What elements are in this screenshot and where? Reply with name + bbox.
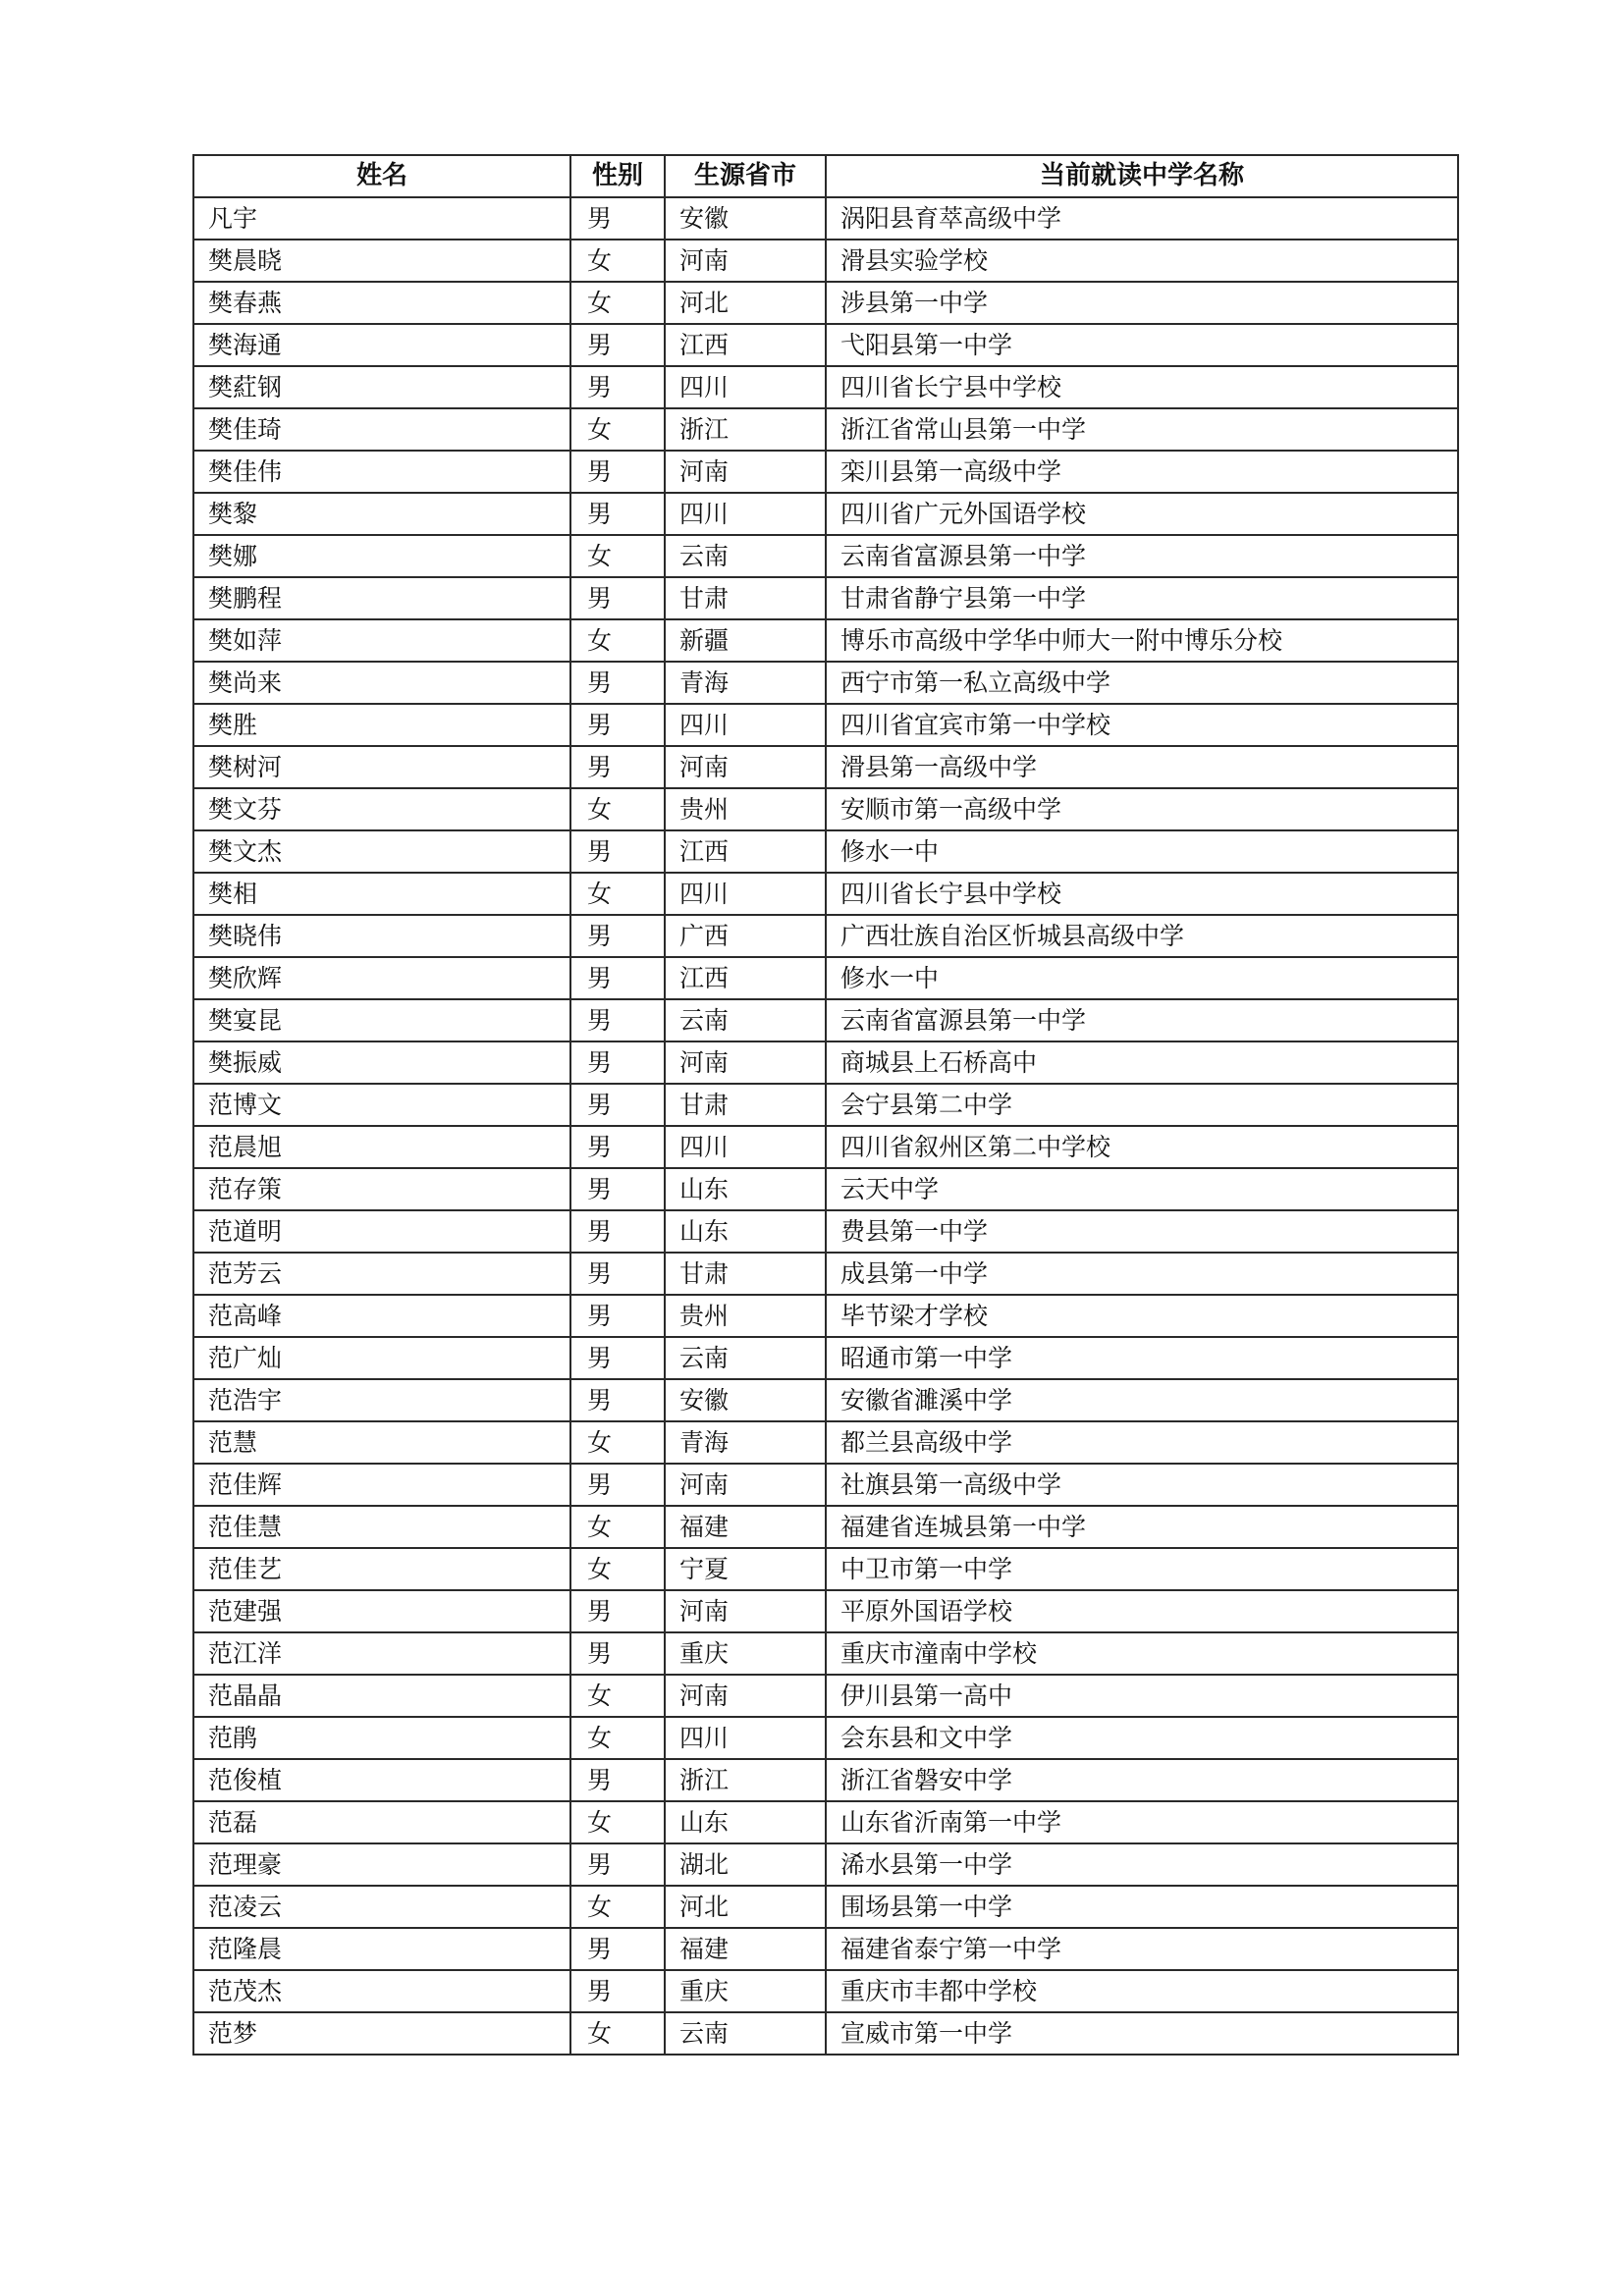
- cell-province: 河南: [665, 451, 826, 493]
- cell-school: 伊川县第一高中: [826, 1675, 1458, 1717]
- cell-province: 山东: [665, 1801, 826, 1843]
- table-row: [193, 1126, 1458, 1168]
- cell-province: 四川: [665, 493, 826, 535]
- cell-school: 昭通市第一中学: [826, 1337, 1458, 1379]
- cell-school: 涉县第一中学: [826, 282, 1458, 324]
- cell-school: 四川省长宁县中学校: [826, 366, 1458, 408]
- header-province: 生源省市: [665, 155, 826, 197]
- cell-name: 范江洋: [193, 1632, 570, 1675]
- cell-gender: 男: [570, 1295, 665, 1337]
- cell-province: 河北: [665, 282, 826, 324]
- cell-name: 范建强: [193, 1590, 570, 1632]
- cell-province: 贵州: [665, 788, 826, 830]
- cell-school: 甘肃省静宁县第一中学: [826, 577, 1458, 619]
- cell-gender: 男: [570, 1843, 665, 1886]
- cell-gender: 女: [570, 619, 665, 662]
- cell-gender: 男: [570, 197, 665, 240]
- table-row: [193, 1928, 1458, 1970]
- cell-gender: 男: [570, 1928, 665, 1970]
- cell-name: 樊佳琦: [193, 408, 570, 451]
- cell-province: 河南: [665, 1590, 826, 1632]
- cell-gender: 男: [570, 830, 665, 873]
- header-gender: 性别: [570, 155, 665, 197]
- table-row: [193, 957, 1458, 999]
- cell-name: 樊胜: [193, 704, 570, 746]
- cell-gender: 男: [570, 1168, 665, 1210]
- cell-gender: 男: [570, 1084, 665, 1126]
- cell-name: 樊晓伟: [193, 915, 570, 957]
- table-row: [193, 1253, 1458, 1295]
- cell-province: 云南: [665, 1337, 826, 1379]
- table-row: [193, 1464, 1458, 1506]
- cell-gender: 女: [570, 788, 665, 830]
- cell-school: 重庆市潼南中学校: [826, 1632, 1458, 1675]
- cell-gender: 男: [570, 1210, 665, 1253]
- cell-name: 范鹃: [193, 1717, 570, 1759]
- cell-province: 安徽: [665, 1379, 826, 1421]
- cell-school: 涡阳县育萃高级中学: [826, 197, 1458, 240]
- cell-name: 樊黎: [193, 493, 570, 535]
- cell-school: 安徽省濉溪中学: [826, 1379, 1458, 1421]
- cell-name: 范芳云: [193, 1253, 570, 1295]
- table-row: [193, 704, 1458, 746]
- table-row: [193, 662, 1458, 704]
- cell-province: 江西: [665, 324, 826, 366]
- cell-gender: 男: [570, 1253, 665, 1295]
- cell-province: 福建: [665, 1928, 826, 1970]
- table-row: [193, 830, 1458, 873]
- cell-name: 樊晨晓: [193, 240, 570, 282]
- table-header: [193, 155, 1458, 197]
- cell-gender: 男: [570, 704, 665, 746]
- table-row: [193, 2012, 1458, 2055]
- table-row: [193, 1717, 1458, 1759]
- cell-gender: 男: [570, 451, 665, 493]
- cell-gender: 女: [570, 873, 665, 915]
- cell-province: 宁夏: [665, 1548, 826, 1590]
- cell-province: 安徽: [665, 197, 826, 240]
- cell-province: 广西: [665, 915, 826, 957]
- cell-name: 范隆晨: [193, 1928, 570, 1970]
- cell-gender: 女: [570, 1506, 665, 1548]
- cell-gender: 男: [570, 662, 665, 704]
- cell-school: 中卫市第一中学: [826, 1548, 1458, 1590]
- cell-school: 社旗县第一高级中学: [826, 1464, 1458, 1506]
- cell-province: 福建: [665, 1506, 826, 1548]
- cell-name: 范晨旭: [193, 1126, 570, 1168]
- cell-name: 樊尚来: [193, 662, 570, 704]
- cell-province: 云南: [665, 535, 826, 577]
- cell-school: 商城县上石桥高中: [826, 1041, 1458, 1084]
- cell-name: 范梦: [193, 2012, 570, 2055]
- cell-province: 浙江: [665, 1759, 826, 1801]
- cell-province: 青海: [665, 1421, 826, 1464]
- cell-province: 河南: [665, 1041, 826, 1084]
- cell-province: 河南: [665, 746, 826, 788]
- cell-name: 樊佳伟: [193, 451, 570, 493]
- cell-name: 范佳艺: [193, 1548, 570, 1590]
- cell-gender: 男: [570, 1970, 665, 2012]
- cell-gender: 男: [570, 1379, 665, 1421]
- cell-name: 樊葒钢: [193, 366, 570, 408]
- cell-province: 山东: [665, 1210, 826, 1253]
- cell-school: 会宁县第二中学: [826, 1084, 1458, 1126]
- table-row: [193, 999, 1458, 1041]
- cell-gender: 女: [570, 1886, 665, 1928]
- cell-school: 山东省沂南第一中学: [826, 1801, 1458, 1843]
- cell-province: 甘肃: [665, 1253, 826, 1295]
- table-row: [193, 1886, 1458, 1928]
- cell-gender: 男: [570, 324, 665, 366]
- cell-gender: 男: [570, 746, 665, 788]
- cell-school: 云天中学: [826, 1168, 1458, 1210]
- cell-gender: 女: [570, 1548, 665, 1590]
- cell-gender: 男: [570, 1590, 665, 1632]
- cell-province: 湖北: [665, 1843, 826, 1886]
- cell-name: 范茂杰: [193, 1970, 570, 2012]
- cell-province: 河南: [665, 1675, 826, 1717]
- cell-school: 浠水县第一中学: [826, 1843, 1458, 1886]
- cell-school: 重庆市丰都中学校: [826, 1970, 1458, 2012]
- header-row: [193, 155, 1458, 197]
- table-row: [193, 324, 1458, 366]
- cell-province: 江西: [665, 830, 826, 873]
- cell-name: 范晶晶: [193, 1675, 570, 1717]
- cell-gender: 女: [570, 2012, 665, 2055]
- cell-school: 围场县第一中学: [826, 1886, 1458, 1928]
- cell-name: 范慧: [193, 1421, 570, 1464]
- cell-gender: 男: [570, 1464, 665, 1506]
- cell-name: 樊相: [193, 873, 570, 915]
- cell-province: 四川: [665, 366, 826, 408]
- cell-province: 重庆: [665, 1970, 826, 2012]
- header-school: 当前就读中学名称: [826, 155, 1458, 197]
- table-row: [193, 746, 1458, 788]
- cell-name: 樊海通: [193, 324, 570, 366]
- cell-school: 博乐市高级中学华中师大一附中博乐分校: [826, 619, 1458, 662]
- cell-gender: 女: [570, 1421, 665, 1464]
- cell-province: 河南: [665, 240, 826, 282]
- header-name: 姓名: [193, 155, 570, 197]
- cell-province: 河南: [665, 1464, 826, 1506]
- cell-name: 范佳慧: [193, 1506, 570, 1548]
- cell-school: 滑县第一高级中学: [826, 746, 1458, 788]
- table-row: [193, 1210, 1458, 1253]
- cell-name: 樊鹏程: [193, 577, 570, 619]
- cell-name: 凡宇: [193, 197, 570, 240]
- table-row: [193, 240, 1458, 282]
- table-row: [193, 1548, 1458, 1590]
- cell-province: 江西: [665, 957, 826, 999]
- cell-province: 重庆: [665, 1632, 826, 1675]
- cell-school: 会东县和文中学: [826, 1717, 1458, 1759]
- cell-province: 云南: [665, 2012, 826, 2055]
- cell-gender: 女: [570, 1675, 665, 1717]
- cell-province: 贵州: [665, 1295, 826, 1337]
- cell-gender: 男: [570, 493, 665, 535]
- cell-gender: 男: [570, 1126, 665, 1168]
- cell-school: 费县第一中学: [826, 1210, 1458, 1253]
- cell-school: 浙江省常山县第一中学: [826, 408, 1458, 451]
- cell-name: 范存策: [193, 1168, 570, 1210]
- cell-school: 都兰县高级中学: [826, 1421, 1458, 1464]
- cell-gender: 女: [570, 1717, 665, 1759]
- cell-school: 滑县实验学校: [826, 240, 1458, 282]
- table-row: [193, 1421, 1458, 1464]
- table-row: [193, 1379, 1458, 1421]
- cell-province: 浙江: [665, 408, 826, 451]
- cell-province: 青海: [665, 662, 826, 704]
- table-row: [193, 1295, 1458, 1337]
- table-row: [193, 282, 1458, 324]
- cell-province: 云南: [665, 999, 826, 1041]
- cell-province: 新疆: [665, 619, 826, 662]
- cell-school: 云南省富源县第一中学: [826, 535, 1458, 577]
- cell-school: 福建省连城县第一中学: [826, 1506, 1458, 1548]
- table-row: [193, 1041, 1458, 1084]
- cell-school: 栾川县第一高级中学: [826, 451, 1458, 493]
- table-row: [193, 408, 1458, 451]
- cell-school: 云南省富源县第一中学: [826, 999, 1458, 1041]
- table-row: [193, 1675, 1458, 1717]
- cell-name: 樊春燕: [193, 282, 570, 324]
- cell-gender: 女: [570, 282, 665, 324]
- cell-gender: 男: [570, 1041, 665, 1084]
- cell-name: 范凌云: [193, 1886, 570, 1928]
- cell-school: 四川省宜宾市第一中学校: [826, 704, 1458, 746]
- cell-school: 安顺市第一高级中学: [826, 788, 1458, 830]
- cell-gender: 男: [570, 1632, 665, 1675]
- cell-name: 樊宴昆: [193, 999, 570, 1041]
- cell-name: 范理豪: [193, 1843, 570, 1886]
- cell-gender: 男: [570, 366, 665, 408]
- table-row: [193, 1168, 1458, 1210]
- cell-school: 毕节梁才学校: [826, 1295, 1458, 1337]
- cell-school: 西宁市第一私立高级中学: [826, 662, 1458, 704]
- cell-gender: 男: [570, 915, 665, 957]
- table-row: [193, 1801, 1458, 1843]
- table-row: [193, 366, 1458, 408]
- cell-school: 成县第一中学: [826, 1253, 1458, 1295]
- cell-name: 范浩宇: [193, 1379, 570, 1421]
- table-row: [193, 915, 1458, 957]
- cell-school: 修水一中: [826, 830, 1458, 873]
- cell-gender: 男: [570, 1337, 665, 1379]
- cell-name: 樊振威: [193, 1041, 570, 1084]
- cell-gender: 女: [570, 240, 665, 282]
- cell-gender: 男: [570, 999, 665, 1041]
- cell-province: 河北: [665, 1886, 826, 1928]
- cell-gender: 男: [570, 577, 665, 619]
- cell-name: 范佳辉: [193, 1464, 570, 1506]
- cell-name: 范高峰: [193, 1295, 570, 1337]
- table-row: [193, 535, 1458, 577]
- cell-name: 樊欣辉: [193, 957, 570, 999]
- cell-province: 四川: [665, 1717, 826, 1759]
- cell-gender: 男: [570, 1759, 665, 1801]
- cell-province: 甘肃: [665, 577, 826, 619]
- cell-gender: 女: [570, 1801, 665, 1843]
- cell-province: 四川: [665, 873, 826, 915]
- cell-school: 平原外国语学校: [826, 1590, 1458, 1632]
- table-row: [193, 1337, 1458, 1379]
- cell-province: 四川: [665, 1126, 826, 1168]
- cell-name: 樊树河: [193, 746, 570, 788]
- table-row: [193, 619, 1458, 662]
- cell-school: 四川省广元外国语学校: [826, 493, 1458, 535]
- table-row: [193, 1632, 1458, 1675]
- table-row: [193, 197, 1458, 240]
- table-row: [193, 451, 1458, 493]
- table-row: [193, 873, 1458, 915]
- table-row: [193, 1759, 1458, 1801]
- cell-name: 范广灿: [193, 1337, 570, 1379]
- cell-province: 四川: [665, 704, 826, 746]
- cell-school: 宣威市第一中学: [826, 2012, 1458, 2055]
- cell-name: 樊文芬: [193, 788, 570, 830]
- cell-school: 广西壮族自治区忻城县高级中学: [826, 915, 1458, 957]
- cell-name: 范磊: [193, 1801, 570, 1843]
- cell-name: 范道明: [193, 1210, 570, 1253]
- table-row: [193, 1084, 1458, 1126]
- cell-name: 樊文杰: [193, 830, 570, 873]
- cell-name: 范俊植: [193, 1759, 570, 1801]
- cell-name: 樊如萍: [193, 619, 570, 662]
- table-row: [193, 1843, 1458, 1886]
- cell-province: 山东: [665, 1168, 826, 1210]
- student-roster-table: [192, 154, 1459, 2056]
- table-row: [193, 577, 1458, 619]
- cell-school: 福建省泰宁第一中学: [826, 1928, 1458, 1970]
- table-body: [193, 197, 1458, 2055]
- cell-school: 四川省叙州区第二中学校: [826, 1126, 1458, 1168]
- cell-school: 浙江省磐安中学: [826, 1759, 1458, 1801]
- cell-school: 修水一中: [826, 957, 1458, 999]
- cell-gender: 女: [570, 408, 665, 451]
- cell-gender: 女: [570, 535, 665, 577]
- table-row: [193, 1590, 1458, 1632]
- cell-school: 弋阳县第一中学: [826, 324, 1458, 366]
- cell-province: 甘肃: [665, 1084, 826, 1126]
- table-row: [193, 788, 1458, 830]
- cell-name: 樊娜: [193, 535, 570, 577]
- table-row: [193, 1970, 1458, 2012]
- cell-gender: 男: [570, 957, 665, 999]
- cell-school: 四川省长宁县中学校: [826, 873, 1458, 915]
- table-row: [193, 1506, 1458, 1548]
- cell-name: 范博文: [193, 1084, 570, 1126]
- table-row: [193, 493, 1458, 535]
